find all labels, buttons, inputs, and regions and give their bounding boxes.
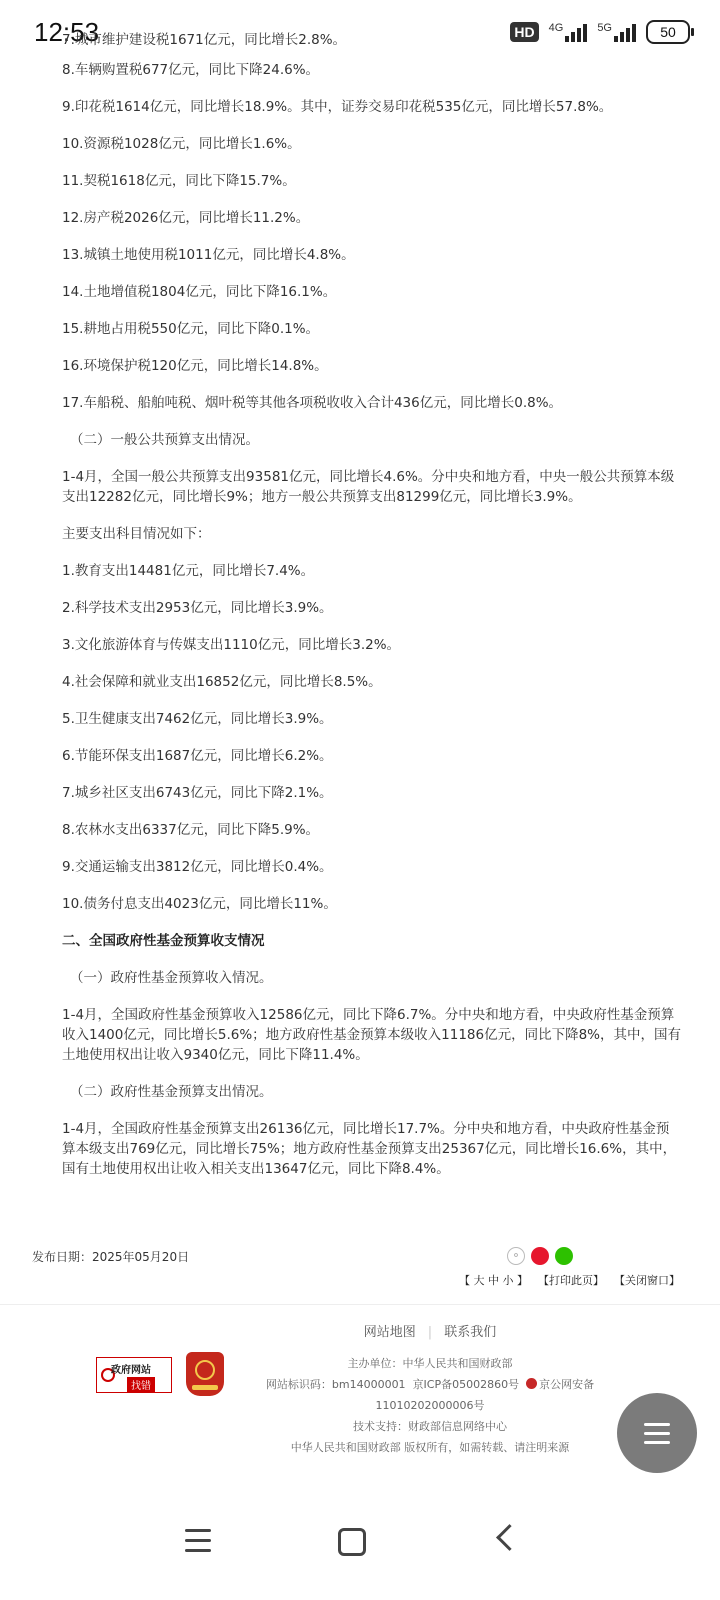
expenditure-item: 10.债务付息支出4023亿元，同比增长11%。 <box>62 896 337 912</box>
share-icon[interactable]: ⚬ <box>507 1247 525 1265</box>
police-link[interactable]: 京公网安备 <box>539 1378 595 1391</box>
contact-link[interactable]: 联系我们 <box>444 1325 497 1340</box>
section-subheading: （二）政府性基金预算支出情况。 <box>70 1084 273 1100</box>
article-line: 7.城市维护建设税1671亿元，同比增长2.8%。 <box>62 32 347 48</box>
network-type-label: 5G <box>597 22 612 34</box>
copyright: 中华人民共和国财政部 版权所有，如需转载、请注明来源 <box>290 1441 570 1454</box>
expenditure-item: 8.农林水支出6337亿元，同比下降5.9%。 <box>62 822 320 838</box>
tax-item: 17.车船税、船舶吨税、烟叶税等其他各项税收收入合计436亿元，同比增长0.8%。 <box>62 395 563 411</box>
clock: 12:53 <box>34 16 100 47</box>
expenditure-item: 3.文化旅游体育与传媒支出1110亿元，同比增长3.2%。 <box>62 637 401 653</box>
publish-date: 发布日期：2025年05月20日 <box>32 1249 190 1264</box>
tech-support: 技术支持：财政部信息网络中心 <box>353 1420 507 1433</box>
print-link[interactable]: 【打印此页】 <box>538 1274 604 1287</box>
tax-item: 10.资源税1028亿元，同比增长1.6%。 <box>62 136 301 152</box>
home-button[interactable] <box>330 1520 370 1560</box>
police-number: 11010202000006号 <box>375 1399 485 1412</box>
gov-website-error-badge[interactable] <box>96 1357 172 1393</box>
network-type-label: 4G <box>548 22 564 34</box>
expenditure-item: 4.社会保障和就业支出16852亿元，同比增长8.5%。 <box>62 674 382 690</box>
icp-link[interactable]: 京ICP备05002860号 <box>412 1378 520 1391</box>
site-id-line <box>250 1374 610 1395</box>
page-tools <box>459 1272 680 1288</box>
badge-title: 政府网站 <box>111 1365 151 1376</box>
section-subheading: （二）一般公共预算支出情况。 <box>70 432 259 448</box>
expenditure-item: 5.卫生健康支出7462亿元，同比增长3.9%。 <box>62 711 333 727</box>
expenditure-item: 6.节能环保支出1687亿元，同比增长6.2%。 <box>62 748 333 764</box>
expenditure-item: 7.城乡社区支出6743亿元，同比下降2.1%。 <box>62 785 333 801</box>
tax-item: 12.房产税2026亿元，同比增长11.2%。 <box>62 210 310 226</box>
hd-voice-icon: HD <box>510 22 538 42</box>
fund-income-text: 1-4月，全国政府性基金预算收入12586亿元，同比下降6.7%。分中央和地方看，中央政府性基金预算收入1400亿元，同比增长5.6%；地方政府性基金预算本级收入11186亿元，同比下降8%，其中，国有土地使用权出让收入9340亿元，同比下降11.4%。 <box>62 1007 682 1063</box>
fund-expenditure-text: 1-4月，全国政府性基金预算支出26136亿元，同比增长17.7%。分中央和地方看，中央政府性基金预算本级支出769亿元，同比增长75%；地方政府性基金预算支出25367亿元，同比增长16.6%，其中，国有土地使用权出让收入相关支出13647亿元，同比下降8.4%。 <box>62 1121 677 1177</box>
footer-links <box>0 1321 720 1340</box>
tax-item: 11.契税1618亿元，同比下降15.7%。 <box>62 173 296 189</box>
host-line: 主办单位：中华人民共和国财政部 <box>347 1357 513 1370</box>
items-intro: 主要支出科目情况如下： <box>62 526 211 542</box>
expenditure-item: 2.科学技术支出2953亿元，同比增长3.9%。 <box>62 600 333 616</box>
tax-item: 16.环境保护税120亿元，同比增长14.8%。 <box>62 358 328 374</box>
tax-item: 8.车辆购置税677亿元，同比下降24.6%。 <box>62 62 320 78</box>
tax-item: 14.土地增值税1804亿元，同比下降16.1%。 <box>62 284 337 300</box>
share-icons <box>507 1247 573 1265</box>
footer-info <box>250 1353 610 1458</box>
badge-subtitle: 找错 <box>127 1377 155 1392</box>
close-window-link[interactable]: 【关闭窗口】 <box>614 1274 680 1287</box>
section-heading: 二、全国政府性基金预算收支情况 <box>62 933 265 949</box>
expenditure-item: 1.教育支出14481亿元，同比增长7.4%。 <box>62 563 315 579</box>
expenditure-item: 9.交通运输支出3812亿元，同比增长0.4%。 <box>62 859 333 875</box>
recent-apps-button[interactable] <box>178 1520 218 1560</box>
wechat-icon[interactable] <box>555 1247 573 1265</box>
floating-menu-button[interactable] <box>617 1393 697 1473</box>
police-badge-icon <box>526 1378 537 1389</box>
back-button[interactable] <box>486 1520 526 1560</box>
system-navigation-bar <box>0 1500 720 1600</box>
weibo-icon[interactable] <box>531 1247 549 1265</box>
expenditure-summary: 1-4月，全国一般公共预算支出93581亿元，同比增长4.6%。分中央和地方看，中央一般公共预算本级支出12282亿元，同比增长9%；地方一般公共预算支出81299亿元，同比增长3.9%。 <box>62 469 675 505</box>
tax-item: 13.城镇土地使用税1011亿元，同比增长4.8%。 <box>62 247 355 263</box>
site-id: 网站标识码：bm14000001 <box>265 1378 406 1391</box>
tax-item: 9.印花税1614亿元，同比增长18.9%。其中，证券交易印花税535亿元，同比增长57.8%。 <box>62 99 613 115</box>
battery-level: 50 <box>660 24 676 40</box>
divider: | <box>427 1325 433 1340</box>
tax-item: 15.耕地占用税550亿元，同比下降0.1%。 <box>62 321 320 337</box>
section-subheading: （一）政府性基金预算收入情况。 <box>70 970 273 986</box>
party-emblem-icon[interactable] <box>186 1352 224 1396</box>
sitemap-link[interactable]: 网站地图 <box>363 1325 416 1340</box>
publish-row <box>32 1244 688 1268</box>
font-size-toggle[interactable]: 【 大 中 小 】 <box>459 1274 528 1287</box>
